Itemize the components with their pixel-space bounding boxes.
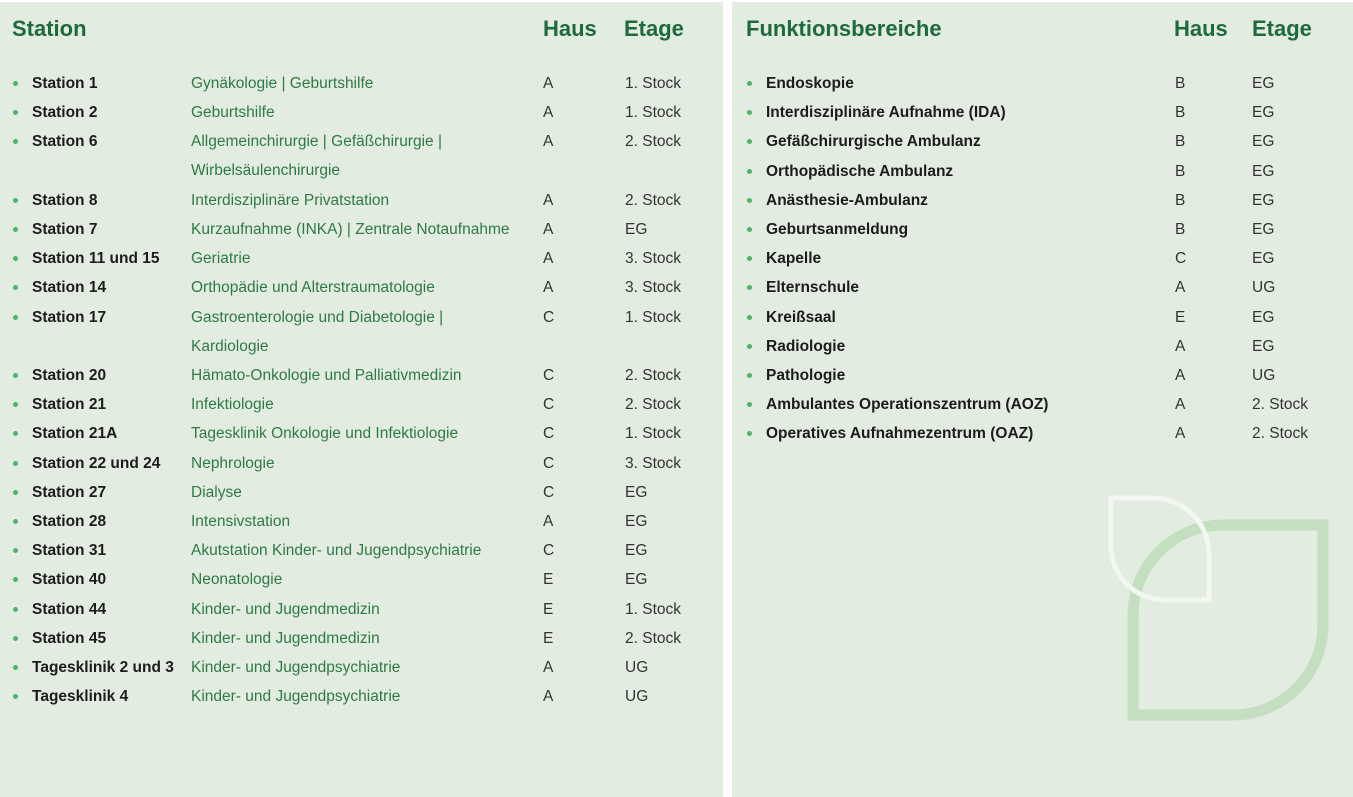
station-etage: 2. Stock (625, 629, 681, 647)
station-description (191, 624, 380, 653)
bullet-icon (13, 548, 18, 553)
station-name: Station 27 (32, 483, 107, 501)
station-name: Station 6 (32, 133, 98, 151)
bereich-haus: B (1175, 75, 1186, 92)
station-haus: C (543, 483, 555, 501)
bereich-haus: A (1175, 337, 1186, 355)
station-description (191, 390, 274, 419)
station-etage: 1. Stock (625, 104, 681, 122)
station-name: Station 28 (32, 513, 107, 530)
station-description (191, 682, 400, 711)
description-line: Hämato-Onkologie und Palliativmedizin (191, 367, 462, 384)
bereich-name: Kreißsaal (766, 308, 836, 326)
bullet-icon (747, 256, 752, 261)
bereich-etage: EG (1252, 250, 1275, 268)
description-line: Kinder- und Jugendpsychiatrie (191, 659, 401, 676)
station-name: Station 22 und 24 (32, 454, 161, 472)
station-name: Station 40 (32, 571, 107, 589)
station-name: Station 17 (32, 308, 107, 326)
funktionsbereiche-etage-heading: Etage (1252, 16, 1312, 41)
description-line: Kinder- und Jugendpsychiatrie (191, 688, 401, 706)
station-haus: A (543, 279, 554, 297)
bullet-icon (13, 198, 18, 203)
station-name: Tagesklinik 4 (32, 688, 129, 706)
description-line: Akutstation Kinder- und Jugendpsychiatrie (191, 542, 482, 560)
bereich-name: Gefäßchirurgische Ambulanz (766, 133, 981, 151)
bereich-haus: B (1175, 104, 1186, 122)
station-haus: E (543, 571, 554, 589)
station-description (191, 595, 380, 624)
bullet-icon (747, 373, 752, 378)
leaf-outline-large (1133, 525, 1323, 715)
station-etage: 3. Stock (625, 454, 681, 472)
bereich-haus: B (1175, 162, 1186, 180)
description-line: Orthopädie und Alterstraumatologie (191, 279, 435, 297)
station-haus: A (543, 104, 554, 122)
station-name: Station 8 (32, 191, 98, 209)
station-etage: EG (625, 542, 648, 560)
station-etage: 2. Stock (625, 133, 681, 151)
description-line: Allgemeinchirurgie | Gefäßchirurgie | (191, 133, 442, 151)
description-line: Neonatologie (191, 571, 283, 589)
bereich-name: Geburtsanmeldung (766, 221, 909, 238)
bereich-name: Operatives Aufnahmezentrum (OAZ) (766, 425, 1034, 443)
station-haus: C (543, 396, 555, 414)
bullet-icon (747, 344, 752, 349)
description-line: Tagesklinik Onkologie und Infektiologie (191, 425, 459, 443)
station-etage: 1. Stock (625, 75, 681, 92)
station-etage: 3. Stock (625, 250, 681, 268)
station-haus: A (543, 659, 554, 676)
bullet-icon (13, 81, 18, 86)
station-haus: C (543, 367, 555, 384)
description-line: Interdisziplinäre Privatstation (191, 191, 390, 209)
station-description (191, 273, 435, 302)
station-haus: A (543, 688, 554, 706)
station-description (191, 449, 275, 478)
stations-haus-heading: Haus (543, 16, 597, 41)
station-haus: A (543, 133, 554, 151)
station-name: Station 2 (32, 104, 98, 122)
bereich-name: Anästhesie-Ambulanz (766, 191, 928, 209)
station-etage: 2. Stock (625, 367, 681, 384)
station-name: Station 11 und 15 (32, 250, 160, 268)
bullet-icon (747, 169, 752, 174)
station-name: Station 14 (32, 279, 107, 297)
station-etage: EG (625, 483, 648, 501)
station-name: Station 21A (32, 425, 118, 443)
funktionsbereiche-heading: Funktionsbereiche (746, 16, 942, 41)
station-description (191, 507, 290, 536)
bereich-haus: C (1175, 250, 1187, 268)
bereich-etage: 2. Stock (1252, 396, 1308, 414)
station-etage: EG (625, 571, 648, 589)
bullet-icon (747, 402, 752, 407)
description-line: Wirbelsäulenchirurgie (191, 162, 341, 180)
station-etage: 3. Stock (625, 279, 681, 297)
description-line: Infektiologie (191, 396, 274, 414)
bereich-etage: UG (1252, 279, 1276, 297)
station-haus: A (543, 191, 554, 209)
bullet-icon (13, 665, 18, 670)
station-haus: C (543, 542, 555, 560)
bereich-etage: EG (1252, 133, 1275, 151)
station-haus: E (543, 629, 554, 647)
station-haus: C (543, 308, 555, 326)
bullet-icon (747, 198, 752, 203)
bullet-icon (747, 110, 752, 115)
station-description (191, 653, 400, 682)
station-name: Station 45 (32, 629, 107, 647)
stations-etage-heading: Etage (624, 16, 684, 41)
bereich-haus: B (1175, 133, 1186, 151)
station-description (191, 69, 373, 98)
description-line: Kardiologie (191, 337, 269, 355)
bereich-etage: EG (1252, 75, 1275, 92)
station-name: Station 1 (32, 75, 98, 92)
station-description (191, 361, 462, 390)
station-etage: UG (625, 659, 649, 676)
bereich-haus: B (1175, 221, 1186, 238)
station-description (191, 478, 242, 507)
station-name: Station 7 (32, 221, 98, 238)
bullet-icon (13, 285, 18, 290)
bullet-icon (13, 110, 18, 115)
bereich-etage: EG (1252, 191, 1275, 209)
bereich-etage: EG (1252, 308, 1275, 326)
bereich-name: Orthopädische Ambulanz (766, 162, 954, 180)
station-name: Tagesklinik 2 und 3 (32, 659, 174, 676)
leaf-decoration (1103, 490, 1329, 726)
station-name: Station 20 (32, 367, 107, 384)
bereich-haus: E (1175, 308, 1186, 326)
bullet-icon (747, 431, 752, 436)
station-description (191, 565, 282, 594)
bereich-haus: B (1175, 191, 1186, 209)
station-description (191, 215, 509, 244)
funktionsbereiche-haus-heading: Haus (1174, 16, 1228, 41)
bullet-icon (13, 519, 18, 524)
bereich-haus: A (1175, 367, 1186, 384)
station-description (191, 98, 275, 127)
bullet-icon (13, 490, 18, 495)
station-haus: E (543, 600, 554, 618)
station-etage: 1. Stock (625, 425, 681, 443)
station-etage: 2. Stock (625, 396, 681, 414)
bereich-etage: EG (1252, 104, 1275, 122)
bereich-etage: EG (1252, 162, 1275, 180)
station-description (191, 303, 443, 361)
description-line: Kurzaufnahme (INKA) | Zentrale Notaufnahme (191, 221, 510, 238)
description-line: Nephrologie (191, 454, 275, 472)
bereich-etage: 2. Stock (1252, 425, 1308, 443)
bullet-icon (13, 139, 18, 144)
bereich-name: Pathologie (766, 367, 846, 384)
station-name: Station 31 (32, 542, 107, 560)
station-haus: C (543, 454, 555, 472)
bereich-name: Kapelle (766, 250, 822, 268)
bullet-icon (13, 461, 18, 466)
description-line: Intensivstation (191, 513, 291, 530)
bereich-haus: A (1175, 425, 1186, 443)
bullet-icon (13, 607, 18, 612)
station-description (191, 244, 250, 273)
station-haus: A (543, 513, 554, 530)
station-etage: 1. Stock (625, 308, 681, 326)
description-line: Dialyse (191, 483, 242, 501)
bereich-name: Ambulantes Operationszentrum (AOZ) (766, 396, 1049, 414)
description-line: Kinder- und Jugendmedizin (191, 600, 380, 618)
bereich-name: Interdisziplinäre Aufnahme (IDA) (766, 104, 1006, 122)
station-name: Station 44 (32, 600, 107, 618)
station-haus: A (543, 250, 554, 268)
station-etage: EG (625, 221, 648, 238)
stations-panel (0, 2, 723, 797)
description-line: Kinder- und Jugendmedizin (191, 629, 380, 647)
bullet-icon (13, 402, 18, 407)
station-description (191, 127, 442, 185)
description-line: Geburtshilfe (191, 104, 275, 122)
bullet-icon (747, 227, 752, 232)
station-name: Station 21 (32, 396, 107, 414)
bullet-icon (13, 431, 18, 436)
bereich-etage: EG (1252, 337, 1275, 355)
bullet-icon (13, 256, 18, 261)
description-line: Gastroenterologie und Diabetologie | (191, 308, 444, 326)
bullet-icon (13, 227, 18, 232)
bullet-icon (747, 81, 752, 86)
bereich-name: Endoskopie (766, 75, 854, 92)
station-haus: A (543, 75, 554, 92)
station-etage: 1. Stock (625, 600, 681, 618)
bereich-name: Radiologie (766, 337, 846, 355)
bereich-name: Elternschule (766, 279, 860, 297)
station-etage: UG (625, 688, 649, 706)
station-description (191, 186, 389, 215)
bullet-icon (13, 636, 18, 641)
bullet-icon (13, 373, 18, 378)
station-haus: A (543, 221, 554, 238)
bullet-icon (747, 315, 752, 320)
stations-heading: Station (12, 16, 87, 41)
bereich-etage: UG (1252, 367, 1276, 384)
station-etage: 2. Stock (625, 191, 681, 209)
description-line: Gynäkologie | Geburtshilfe (191, 75, 374, 92)
station-description (191, 536, 481, 565)
bereich-etage: EG (1252, 221, 1275, 238)
description-line: Geriatrie (191, 250, 251, 268)
station-description (191, 419, 458, 448)
bullet-icon (13, 577, 18, 582)
bullet-icon (13, 694, 18, 699)
bullet-icon (747, 139, 752, 144)
bullet-icon (747, 285, 752, 290)
station-haus: C (543, 425, 555, 443)
station-etage: EG (625, 513, 648, 530)
bereich-haus: A (1175, 279, 1186, 297)
bullet-icon (13, 315, 18, 320)
bereich-haus: A (1175, 396, 1186, 414)
